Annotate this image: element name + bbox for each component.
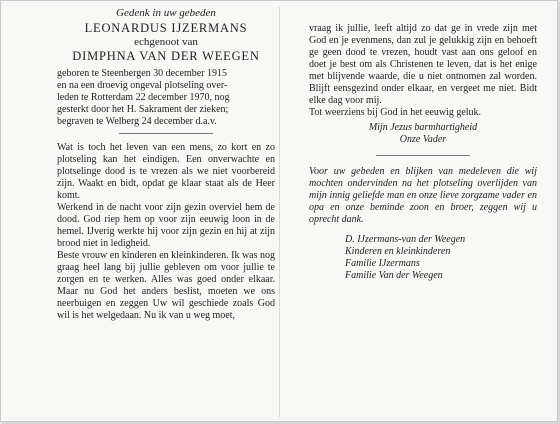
bio-line: begraven te Welberg 24 december d.a.v. <box>57 116 217 127</box>
bio-line: leden te Rotterdam 22 december 1970, nog <box>57 92 230 103</box>
thanks-paragraph: Voor uw gebeden en blijken van medeleven die wij mochten ondervinden na het plotseling overlijden van mijn innig geliefde man en onze lieve zorgzame vader en opa en onze beminde zoon en broer, zeggen wij u oprecht dank. <box>309 166 537 225</box>
card-fold-line <box>279 7 280 417</box>
left-page <box>57 7 275 322</box>
signature-line: Kinderen en kleinkinderen <box>345 246 451 257</box>
divider <box>119 133 213 134</box>
paragraph-1: Wat is toch het leven van een mens, zo kort en zo plotseling kan het eindigen. Een onverwachte en plotselinge dood is te vrezen als we niet voorbereid zijn. Waakt en bidt, opdat ge klaar staat als de Heer komt. <box>57 142 275 201</box>
right-page <box>309 23 537 282</box>
paragraph-continued: vraag ik jullie, leeft altijd zo dat ge in vrede zijn met God en je evenmens, dan zul je gelukkig zijn en behoeft ge geen dood te vrezen, houdt vast aan ons geloof en doet je best om als Christenen te leven, dat is het enige met blijvende waarde, die u niet ontnomen zal worden. Blijft eensgezind onder elkaar, en vergeet me niet. Bidt elke dag voor mij. <box>309 23 537 106</box>
paragraph-3: Beste vrouw en kinderen en kleinkinderen. Ik was nog graag heel lang bij jullie gebleven om voor jullie te zorgen en te werken. Alles was goed onder elkaar. Maar nu God het anders beslist, moeten we ons neerbuigen en zeggen Uw wil geschiede zoals God wil is het welgedaan. Nu ik van u weg moet, <box>57 250 275 321</box>
prayer-line: Mijn Jezus barmhartigheid <box>368 122 478 133</box>
deceased-name: LEONARDUS IJZERMANS <box>84 21 248 35</box>
bio-line: en na een droevig ongeval plotseling over- <box>57 80 228 91</box>
spouse-intro: echgenoot van <box>134 36 198 48</box>
signature-block <box>345 234 537 282</box>
spouse-name: DIMPHNA VAN DER WEEGEN <box>72 49 260 63</box>
header-line: Gedenk in uw gebeden <box>116 7 216 19</box>
signature-line: D. IJzermans-van der Weegen <box>345 234 466 245</box>
prayer-line: Onze Vader <box>399 134 447 145</box>
bio-line: gesterkt door het H. Sakrament der zieken; <box>57 104 229 115</box>
farewell-line: Tot weerziens bij God in het eeuwig geluk. <box>309 107 482 118</box>
signature-line: Familie IJzermans <box>345 258 420 269</box>
divider <box>376 155 470 156</box>
paragraph-2: Werkend in de nacht voor zijn gezin overviel hem de dood. God riep hem op voor zijn eeuwig loon in de hemel. IJverig werkte hij voor zijn gezin en hij at zijn brood niet in ledigheid. <box>57 202 275 249</box>
bio-block <box>57 68 275 128</box>
bio-line: geboren te Steenbergen 30 december 1915 <box>57 68 228 79</box>
signature-line: Familie Van der Weegen <box>345 270 443 281</box>
